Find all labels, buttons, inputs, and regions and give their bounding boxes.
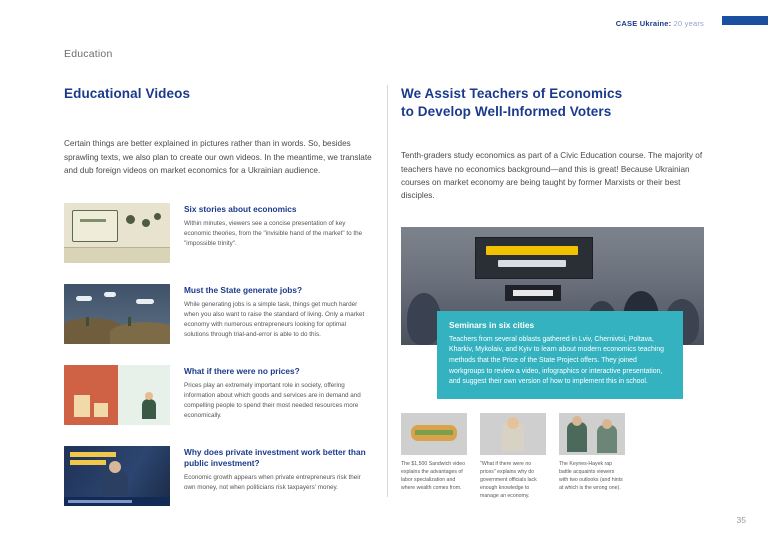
video-thumbnail-six-stories[interactable] [64,203,170,263]
left-column [64,85,372,527]
video-description: While generating jobs is a simple task, things get much harder when you also want to raise the standard of living. Only a market economy with numerous entrepreneurs looking for optimal solutions through trial-and-error is able to do this. [184,300,365,338]
video-card-row [401,413,704,500]
list-item[interactable] [64,365,372,425]
video-description: Economic growth appears when private entrepreneurs risk their own money, not when politicians risk taxpayers' money. [184,473,361,491]
card-thumbnail-no-prices[interactable] [480,413,546,455]
list-item[interactable] [64,284,372,344]
section-label: Education [64,48,113,60]
video-title: Must the State generate jobs? [184,285,303,296]
callout-text: Teachers from several oblasts gathered in Lviv, Chernivtsi, Poltava, Kharkiv, Mykolaiv, and Kyiv to learn about modern economics teaching methods that the Price of the State Project offers. They joined workgroups to review a video, infographics or interactive presentation, and suggest their own version of how to implement this in school. [449,335,664,386]
video-thumbnail-state-jobs[interactable] [64,284,170,344]
video-title: Six stories about economics [184,204,297,215]
card-thumbnail-sandwich[interactable] [401,413,467,455]
list-item[interactable] [64,203,372,263]
video-thumbnail-private-investment[interactable] [64,446,170,506]
brand-label [616,19,704,28]
video-title: What if there were no prices? [184,366,300,377]
card-thumbnail-keynes-hayek[interactable] [559,413,625,455]
video-thumbnail-no-prices[interactable] [64,365,170,425]
right-column-title [401,85,704,121]
list-item[interactable] [64,446,372,506]
page-number: 35 [736,515,746,525]
column-divider [387,85,388,497]
right-column [401,85,704,500]
seminars-callout [437,311,683,400]
page-header [0,0,768,30]
header-accent-block [722,16,768,25]
callout-title: Seminars in six cities [449,319,535,330]
brand-name: CASE Ukraine: [615,19,672,28]
list-item[interactable] [559,413,625,500]
brand-subtitle: 20 years [671,19,704,28]
right-title-line-2: to Develop Well-Informed Voters [401,104,612,120]
left-column-intro: Certain things are better explained in pictures rather than in words. So, besides sprawling texts, we also plan to create our own videos. In the meantime, we translate and dub foreign videos on market economics for a Ukrainian audience. [64,139,372,175]
left-column-title: Educational Videos [64,86,191,101]
list-item[interactable] [401,413,467,500]
video-list [64,203,372,506]
photo-banner-url [505,285,561,301]
video-description: Within minutes, viewers see a concise presentation of key economic theories, from the "invisible hand of the market" to the "impossible trinity". [184,219,363,247]
card-caption: The $1,500 Sandwich video explains the advantages of labor specialization and where wealth comes from. [401,461,466,492]
list-item[interactable] [480,413,546,500]
card-caption: "What if there were no prices" explains why do government officials lack enough knowledge to manage an economy. [480,461,537,500]
video-description: Prices play an extremely important role in society, offering information about which goods and services are in demand and compelling people to spend their most needed resources more economically. [184,381,361,419]
right-title-line-1: We Assist Teachers of Economics [401,86,623,101]
video-title: Why does private investment work better than public investment? [184,447,366,468]
card-caption: The Keynes-Hayek rap battle acquaints viewers with two outlooks (and hints at which is the wrong one). [559,461,623,492]
right-column-intro: Tenth-graders study economics as part of a Civic Education course. The majority of teachers have no economics background—and this is great! Because Ukrainian courses on market economy are being taught by former Marxists or their best disciples. [401,151,703,201]
photo-banner [475,237,593,279]
